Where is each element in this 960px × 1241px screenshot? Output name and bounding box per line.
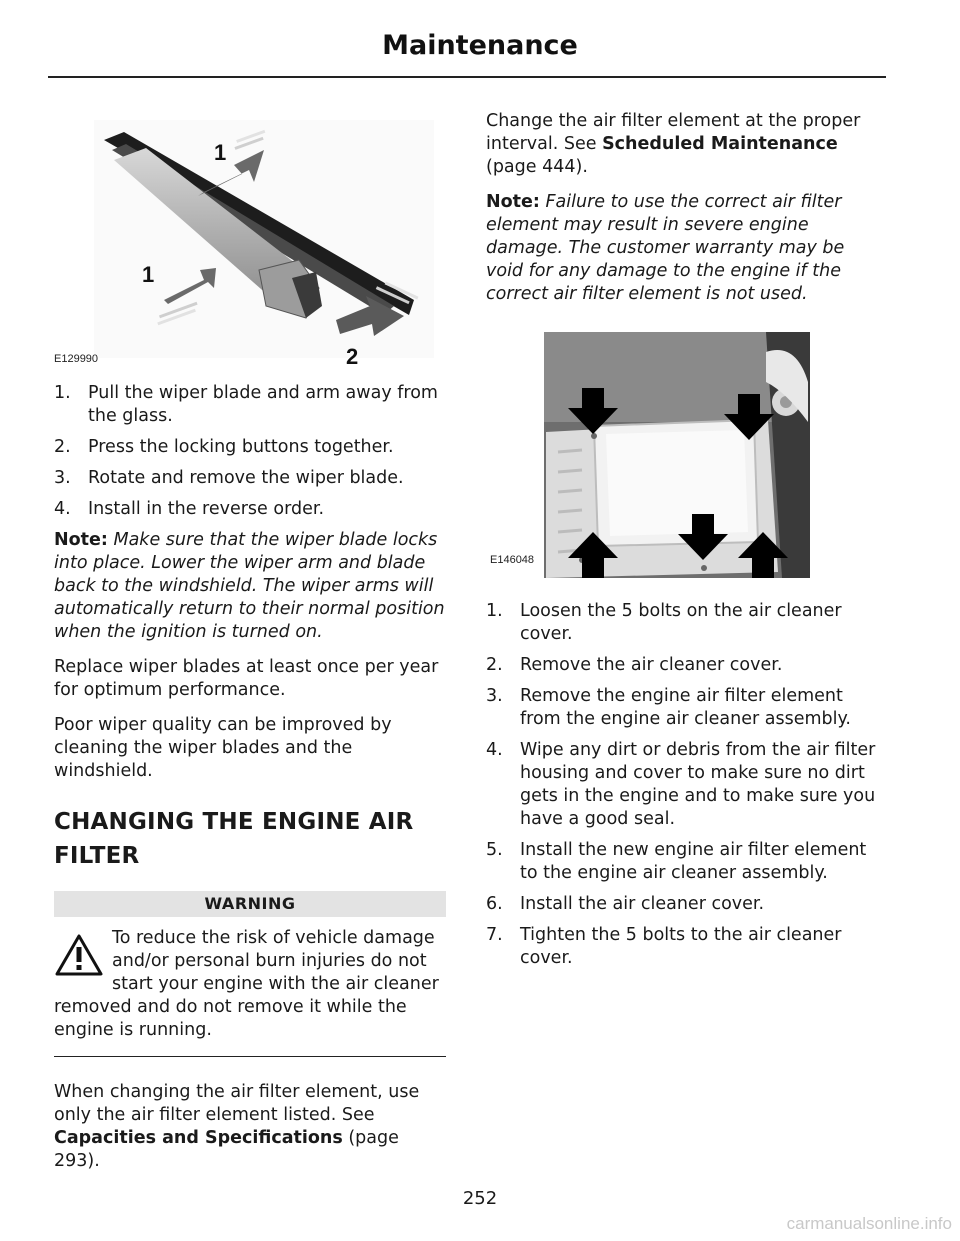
page-number: 252: [462, 1188, 498, 1209]
list-item: 1. Loosen the 5 bolts on the air cleaner cover.: [486, 601, 842, 644]
right-column: [486, 110, 886, 978]
list-item: 6. Install the air cleaner cover.: [486, 894, 765, 914]
wiper-steps-list: [54, 382, 446, 521]
list-item: 4. Wipe any dirt or debris from the air filter housing and cover to make sure no dirt gets in the engine and to make sure you have a good seal.: [486, 740, 876, 829]
wiper-note: Note: Make sure that the wiper blade locks into place. Lower the wiper arm and blade back to the windshield. The wiper arms will automatically return to their normal position when the ignition is turned on.: [54, 530, 445, 642]
warning-text-first: To reduce the risk of vehicle damage and/or personal burn injuries do not start your engine with the air cleaner: [112, 928, 439, 994]
watermark: carmanualsonline.info: [786, 1214, 952, 1233]
list-item: 4. Install in the reverse order.: [54, 499, 325, 519]
callout-1-bottom: 1: [142, 262, 155, 287]
air-filter-figure: [486, 322, 886, 580]
cross-reference-link[interactable]: Scheduled Maintenance: [602, 134, 838, 154]
interval-paragraph: Change the air filter element at the proper interval. See Scheduled Maintenance (page 444).: [486, 111, 861, 177]
figure-id: E129990: [54, 353, 99, 365]
filter-note: Note: Failure to use the correct air filter element may result in severe engine damage. The customer warranty may be void for any damage to the engine if the correct air filter element is not used.: [486, 192, 845, 304]
list-item: 2. Press the locking buttons together.: [54, 437, 394, 457]
callout-1-top: 1: [214, 140, 227, 165]
air-cleaner-photo: [486, 322, 886, 580]
page-title: Maintenance: [382, 30, 578, 61]
list-item: 2. Remove the air cleaner cover.: [486, 655, 783, 675]
list-item: 7. Tighten the 5 bolts to the air cleaner cover.: [486, 925, 842, 968]
paragraph: Replace wiper blades at least once per year for optimum performance.: [54, 657, 439, 700]
warning-rule: [54, 1056, 446, 1057]
wiper-blade-figure: [54, 110, 446, 368]
filter-paragraph: When changing the air filter element, use only the air filter element listed. See Capacities and Specifications (page 293).: [54, 1082, 420, 1171]
wiper-blade-illustration: [54, 110, 446, 368]
section-heading: CHANGING THE ENGINE AIR FILTER: [54, 809, 414, 869]
warning-label: WARNING: [54, 891, 446, 917]
warning-text-rest: removed and do not remove it while the engine is running.: [54, 997, 407, 1040]
figure-id: E146048: [490, 554, 535, 566]
list-item: 3. Rotate and remove the wiper blade.: [54, 468, 404, 488]
cross-reference-link[interactable]: Capacities and Specifications: [54, 1128, 343, 1148]
list-item: 5. Install the new engine air filter element to the engine air cleaner assembly.: [486, 840, 867, 883]
left-column: [54, 110, 446, 1185]
list-item: 1. Pull the wiper blade and arm away from the glass.: [54, 383, 438, 426]
warning-box: [54, 927, 446, 1042]
paragraph: Poor wiper quality can be improved by cleaning the wiper blades and the windshield.: [54, 715, 392, 781]
air-filter-steps-list: [486, 600, 886, 970]
list-item: 3. Remove the engine air filter element from the engine air cleaner assembly.: [486, 686, 851, 729]
warning-triangle-icon: [54, 933, 104, 977]
header-rule: [48, 76, 886, 78]
callout-2: 2: [346, 344, 359, 368]
